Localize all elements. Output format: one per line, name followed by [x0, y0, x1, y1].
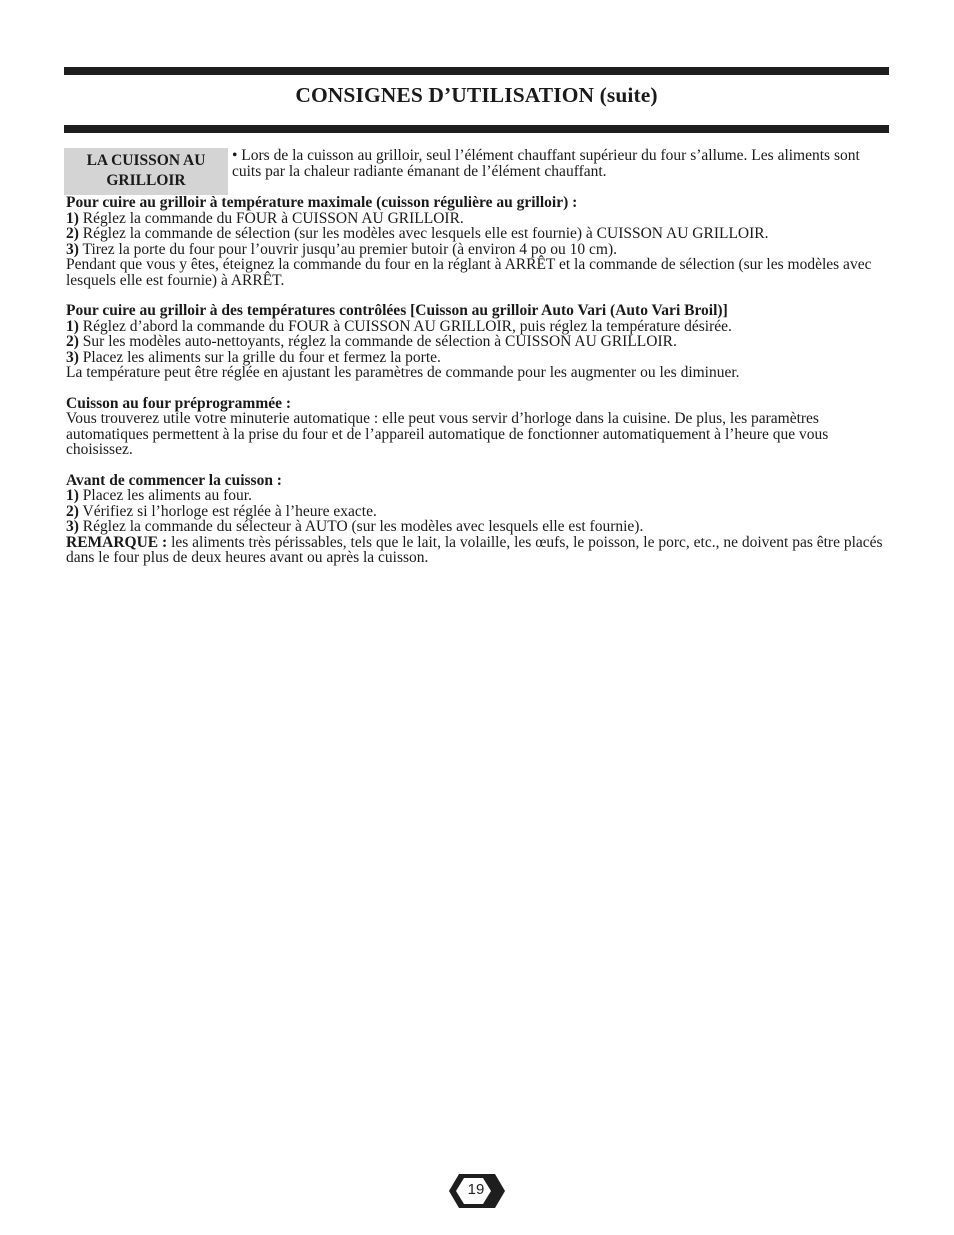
list-item: 2) Sur les modèles auto-nettoyants, réglez la commande de sélection à CUISSON AU GRILLOIR. [66, 333, 677, 350]
timed-baking-text: Vous trouverez utile votre minuterie automatique : elle peut vous servir d’horloge dans la cuisine. De plus, les paramètres automatiques permettent à la prise du four et de l’appareil automatique de fonctionner automatiquement à l’heure que vous choisissez. [66, 410, 829, 458]
broil-max-note: Pendant que vous y êtes, éteignez la commande du four en la réglant à ARRÊT et la commande de sélection (sur les modèles avec lesquels elle est fournie) à ARRÊT. [66, 256, 872, 289]
remark-label: REMARQUE : [66, 533, 168, 551]
remark-text: les aliments très périssables, tels que le lait, la volaille, les œufs, le poisson, le porc, etc., ne doivent pas être placés dans le four plus de deux heures avant ou après la cuisson. [66, 533, 883, 566]
instructions-body [66, 195, 890, 581]
before-cooking-heading: Avant de commencer la cuisson : [66, 471, 282, 489]
timed-baking-block [66, 396, 890, 458]
remark [66, 535, 890, 566]
list-item: 2) Vérifiez si l’horloge est réglée à l’heure exacte. [66, 502, 377, 520]
list-item: 3) Réglez la commande du sélecteur à AUTO (sur les modèles avec lesquels elle est fournie). [66, 518, 644, 535]
list-item: 1) Réglez la commande du FOUR à CUISSON AU GRILLOIR. [66, 209, 464, 227]
page-number: 19 [467, 1181, 485, 1198]
header-rule-bottom [64, 125, 889, 133]
list-item: 3) Placez les aliments sur la grille du four et fermez la porte. [66, 348, 441, 366]
list-item: 3) Tirez la porte du four pour l’ouvrir jusqu’au premier butoir (à environ 4 po ou 10 cm). [66, 240, 617, 258]
broil-controlled-note: La température peut être réglée en ajustant les paramètres de commande pour les augmenter ou les diminuer. [66, 364, 740, 381]
list-item: 1) Réglez d’abord la commande du FOUR à CUISSON AU GRILLOIR, puis réglez la température désirée. [66, 317, 732, 335]
broil-max-heading: Pour cuire au grilloir à température maximale (cuisson régulière au grilloir) : [66, 194, 578, 211]
before-cooking-block [66, 473, 890, 566]
header-rule-top [64, 67, 889, 75]
timed-baking-heading: Cuisson au four préprogrammée : [66, 394, 292, 412]
page-title: CONSIGNES D’UTILISATION (suite) [295, 83, 658, 107]
list-item: 2) Réglez la commande de sélection (sur les modèles avec lesquels elle est fournie) à CUISSON AU GRILLOIR. [66, 225, 769, 242]
section-label: LA CUISSON AU GRILLOIR [64, 148, 228, 195]
broil-controlled-block [66, 303, 890, 381]
list-item: 1) Placez les aliments au four. [66, 487, 252, 504]
broil-max-block [66, 195, 890, 288]
broil-controlled-heading: Pour cuire au grilloir à des températures contrôlées [Cuisson au grilloir Auto Vari (Auto Vari Broil)] [66, 302, 728, 319]
section-intro: • Lors de la cuisson au grilloir, seul l’élément chauffant supérieur du four s’allume. Les aliments sont cuits par la chaleur radiante émanant de l’élément chauffant. [232, 147, 860, 180]
